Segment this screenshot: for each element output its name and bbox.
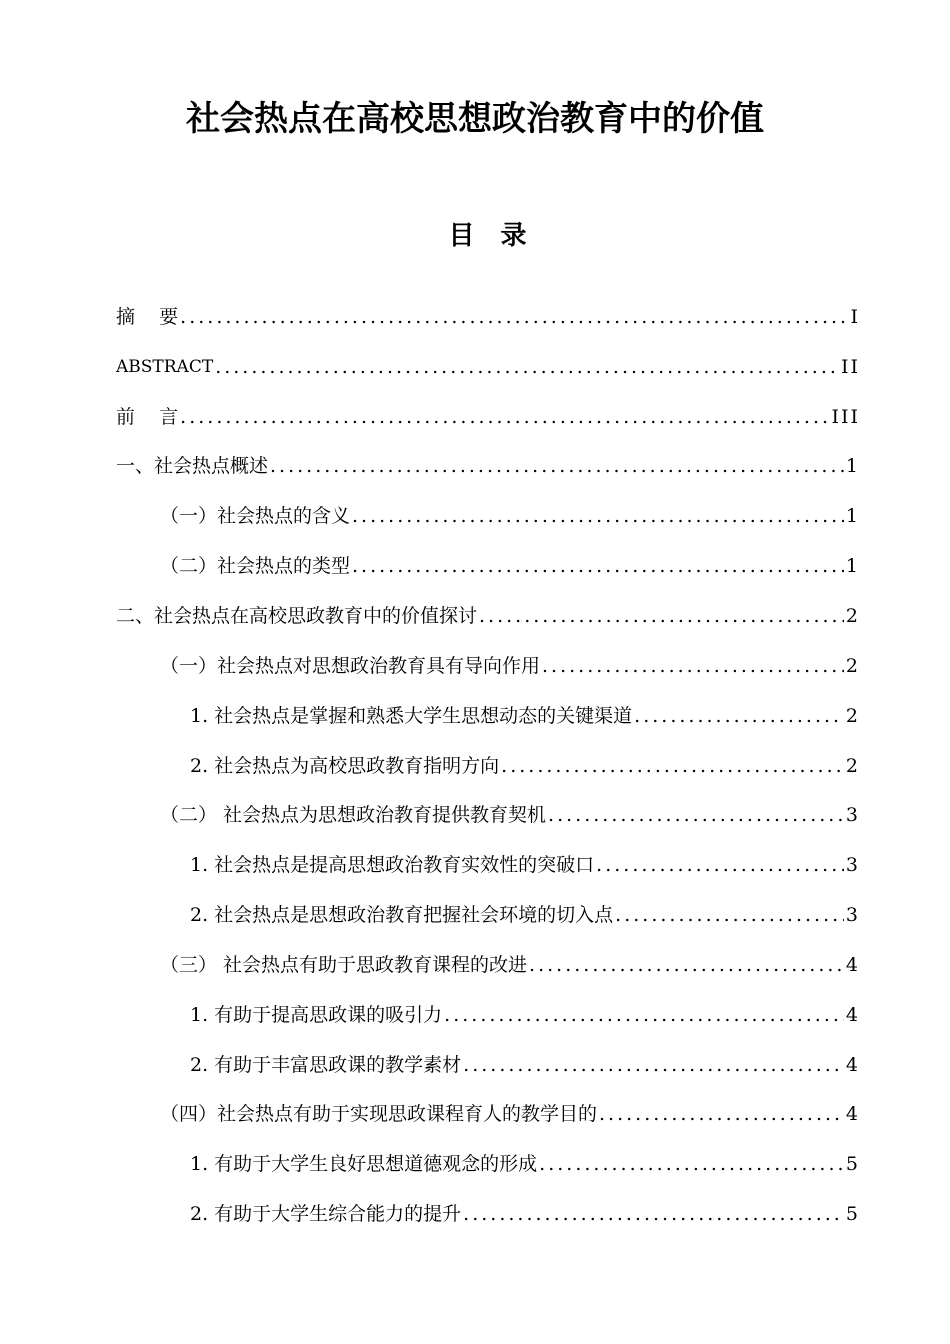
toc-leader-dots	[215, 352, 839, 382]
toc-leader-dots	[463, 1050, 844, 1080]
toc-heading	[0, 218, 950, 254]
toc-entry-text: （四）社会热点有助于实现思政课程育人的教学目的	[160, 1103, 598, 1125]
toc-entry-text: 二、社会热点在高校思政教育中的价值探讨	[116, 605, 478, 627]
toc-entry-chapter-2[interactable]	[116, 601, 860, 631]
toc-leader-dots	[180, 402, 829, 432]
toc-page-number: III	[831, 406, 860, 428]
toc-leader-dots	[501, 751, 844, 781]
toc-leader-dots	[542, 651, 844, 681]
toc-entry-item-2-2-1[interactable]	[190, 850, 860, 880]
toc-page-number: 5	[845, 1203, 860, 1225]
toc-entry-text: 2. 有助于丰富思政课的教学素材	[190, 1054, 462, 1076]
toc-leader-dots	[596, 850, 844, 880]
toc-page-number: 4	[845, 1004, 860, 1026]
toc-page-number: II	[840, 356, 860, 378]
toc-leader-dots	[444, 1000, 844, 1030]
toc-leader-dots	[634, 701, 844, 731]
toc-entry-text: （二） 社会热点为思想政治教育提供教育契机	[160, 804, 547, 826]
toc-entry-item-2-4-2[interactable]	[190, 1199, 860, 1229]
toc-page-number: 3	[845, 854, 860, 876]
toc-entry-chapter-1[interactable]	[116, 451, 860, 481]
toc-page-number: 3	[845, 904, 860, 926]
toc-entry-abstract-cn[interactable]	[116, 302, 860, 332]
toc-entry-section-1-1[interactable]	[160, 501, 860, 531]
toc-page-number: 2	[845, 655, 860, 677]
toc-page-number: 1	[845, 455, 860, 477]
toc-page-number: 1	[845, 555, 860, 577]
toc-leader-dots	[548, 800, 844, 830]
toc-entry-text: （二）社会热点的类型	[160, 555, 351, 577]
toc-entry-text: 1. 有助于大学生良好思想道德观念的形成	[190, 1153, 538, 1175]
toc-entry-item-2-3-1[interactable]	[190, 1000, 860, 1030]
toc-entry-text: 2. 有助于大学生综合能力的提升	[190, 1203, 462, 1225]
toc-entry-text: 2. 社会热点是思想政治教育把握社会环境的切入点	[190, 904, 614, 926]
toc-heading-char-2: 录	[500, 221, 527, 251]
toc-page-number: I	[850, 306, 860, 328]
toc-leader-dots	[352, 501, 844, 531]
toc-page-number: 4	[845, 1103, 860, 1125]
toc-entry-section-2-1[interactable]	[160, 651, 860, 681]
toc-page-number: 2	[845, 605, 860, 627]
toc-leader-dots	[463, 1199, 844, 1229]
toc-entry-text: 2. 社会热点为高校思政教育指明方向	[190, 755, 500, 777]
toc-entry-text: 1. 社会热点是提高思想政治教育实效性的突破口	[190, 854, 595, 876]
toc-entry-text: （三） 社会热点有助于思政教育课程的改进	[160, 954, 528, 976]
toc-leader-dots	[599, 1099, 844, 1129]
toc-leader-dots	[539, 1149, 844, 1179]
toc-page-number: 1	[845, 505, 860, 527]
toc-leader-dots	[529, 950, 844, 980]
toc-entry-item-2-4-1[interactable]	[190, 1149, 860, 1179]
toc-page-number: 5	[845, 1153, 860, 1175]
toc-page-number: 2	[845, 705, 860, 727]
toc-leader-dots	[479, 601, 844, 631]
toc-entry-text: （一）社会热点对思想政治教育具有导向作用	[160, 655, 541, 677]
toc-leader-dots	[615, 900, 844, 930]
toc-entry-item-2-2-2[interactable]	[190, 900, 860, 930]
toc-entry-text: ABSTRACT	[116, 357, 214, 377]
toc-leader-dots	[270, 451, 844, 481]
document-title: 社会热点在高校思想政治教育中的价值	[186, 99, 764, 139]
toc-entry-item-2-3-2[interactable]	[190, 1050, 860, 1080]
toc-entry-preface[interactable]	[116, 402, 860, 432]
toc-leader-dots	[180, 302, 848, 332]
toc-entry-item-2-1-2[interactable]	[190, 751, 860, 781]
toc-entry-section-1-2[interactable]	[160, 551, 860, 581]
toc-entry-text: 前 言	[116, 406, 179, 428]
toc-leader-dots	[352, 551, 844, 581]
toc-page-number: 4	[845, 1054, 860, 1076]
toc-heading-char-1: 目	[448, 221, 475, 251]
toc-entry-item-2-1-1[interactable]	[190, 701, 860, 731]
toc-page-number: 2	[845, 755, 860, 777]
toc-page-number: 4	[845, 954, 860, 976]
toc-entry-section-2-3[interactable]	[160, 950, 860, 980]
toc-entry-text: 一、社会热点概述	[116, 455, 269, 477]
toc-page-number: 3	[845, 804, 860, 826]
toc-entry-section-2-2[interactable]	[160, 800, 860, 830]
toc-entry-section-2-4[interactable]	[160, 1099, 860, 1129]
toc-entry-text: 1. 社会热点是掌握和熟悉大学生思想动态的关键渠道	[190, 705, 633, 727]
toc-entry-text: （一）社会热点的含义	[160, 505, 351, 527]
toc-entry-abstract-en[interactable]	[116, 352, 860, 382]
toc-entry-text: 摘 要	[116, 306, 179, 328]
toc-entry-text: 1. 有助于提高思政课的吸引力	[190, 1004, 443, 1026]
